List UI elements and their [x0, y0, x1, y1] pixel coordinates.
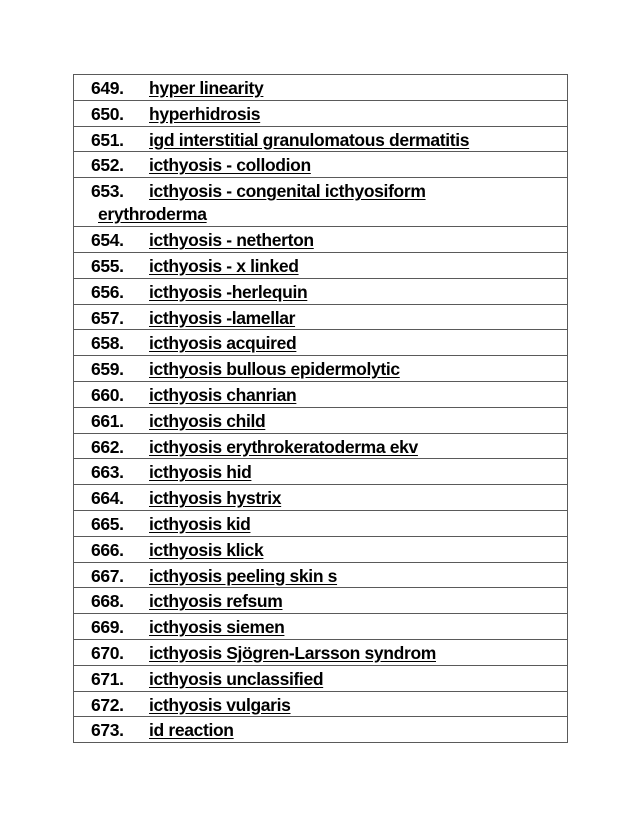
- entry-list-table: [73, 74, 568, 743]
- entry-number: 670.: [91, 642, 124, 663]
- entry-number: 668.: [91, 591, 124, 612]
- entry-number: 655.: [91, 255, 124, 276]
- entry-link[interactable]: icthyosis refsum: [149, 591, 283, 612]
- table-row: [74, 665, 568, 691]
- table-row: [74, 381, 568, 407]
- table-row: [74, 278, 568, 304]
- entry-link[interactable]: icthyosis siemen: [149, 617, 285, 638]
- entry-number: 660.: [91, 384, 124, 405]
- entry-number: 651.: [91, 129, 124, 150]
- entry-link[interactable]: icthyosis klick: [149, 539, 264, 560]
- entry-link[interactable]: icthyosis peeling skin s: [149, 565, 338, 586]
- entry-link-continuation[interactable]: erythroderma: [98, 204, 207, 225]
- entry-link[interactable]: icthyosis hid: [149, 462, 252, 483]
- entry-number: 649.: [91, 78, 124, 98]
- table-row: [74, 459, 568, 485]
- table-row: [74, 330, 568, 356]
- entry-link[interactable]: icthyosis bullous epidermolytic: [149, 359, 400, 380]
- entry-link[interactable]: icthyosis - netherton: [149, 230, 314, 251]
- entry-link[interactable]: igd interstitial granulomatous dermatitis: [149, 129, 470, 150]
- entry-number: 657.: [91, 307, 124, 328]
- entry-link[interactable]: icthyosis chanrian: [149, 384, 297, 405]
- entry-number: 652.: [91, 155, 124, 176]
- entry-number: 656.: [91, 281, 124, 302]
- entry-link[interactable]: icthyosis -lamellar: [149, 307, 296, 328]
- entry-link[interactable]: icthyosis unclassified: [149, 668, 324, 689]
- entry-number: 663.: [91, 462, 124, 483]
- entry-link[interactable]: icthyosis hystrix: [149, 488, 282, 509]
- entry-link[interactable]: icthyosis -herlequin: [149, 281, 308, 302]
- table-row: [74, 536, 568, 562]
- table-row: [74, 75, 568, 101]
- entry-number: 659.: [91, 359, 124, 380]
- table-row: [74, 485, 568, 511]
- table-row: [74, 126, 568, 152]
- table-row: [74, 614, 568, 640]
- table-row: [74, 178, 568, 227]
- entry-number: 658.: [91, 333, 124, 354]
- entry-number: 650.: [91, 103, 124, 124]
- entry-number: 672.: [91, 694, 124, 715]
- entry-number: 667.: [91, 565, 124, 586]
- table-row: [74, 433, 568, 459]
- entry-number: 665.: [91, 513, 124, 534]
- entry-link[interactable]: icthyosis erythrokeratoderma ekv: [149, 436, 418, 457]
- entry-number: 653.: [91, 181, 124, 202]
- entry-number: 664.: [91, 488, 124, 509]
- table-row: [74, 356, 568, 382]
- table-row: [74, 304, 568, 330]
- table-row: [74, 562, 568, 588]
- entry-link[interactable]: id reaction: [149, 720, 234, 741]
- entry-link[interactable]: hyper linearity: [149, 78, 264, 98]
- entry-link[interactable]: icthyosis - congenital icthyosiform: [149, 181, 426, 202]
- entry-number: 654.: [91, 230, 124, 251]
- table-row: [74, 100, 568, 126]
- table-row: [74, 407, 568, 433]
- entry-number: 666.: [91, 539, 124, 560]
- entry-number: 661.: [91, 410, 124, 431]
- entry-link[interactable]: icthyosis vulgaris: [149, 694, 291, 715]
- table-row: [74, 252, 568, 278]
- entry-link[interactable]: icthyosis acquired: [149, 333, 297, 354]
- table-row: [74, 227, 568, 253]
- entry-number: 671.: [91, 668, 124, 689]
- table-row: [74, 510, 568, 536]
- table-row: [74, 588, 568, 614]
- entry-link[interactable]: icthyosis child: [149, 410, 266, 431]
- table-row: [74, 639, 568, 665]
- entry-number: 669.: [91, 617, 124, 638]
- entry-link[interactable]: icthyosis - collodion: [149, 155, 311, 176]
- entry-link[interactable]: hyperhidrosis: [149, 103, 261, 124]
- entry-number: 662.: [91, 436, 124, 457]
- entry-number: 673.: [91, 720, 124, 741]
- table-row: [74, 717, 568, 743]
- entry-link[interactable]: icthyosis Sjögren-Larsson syndrom: [149, 642, 436, 663]
- table-row: [74, 691, 568, 717]
- table-row: [74, 152, 568, 178]
- entry-link[interactable]: icthyosis kid: [149, 513, 251, 534]
- entry-link[interactable]: icthyosis - x linked: [149, 255, 299, 276]
